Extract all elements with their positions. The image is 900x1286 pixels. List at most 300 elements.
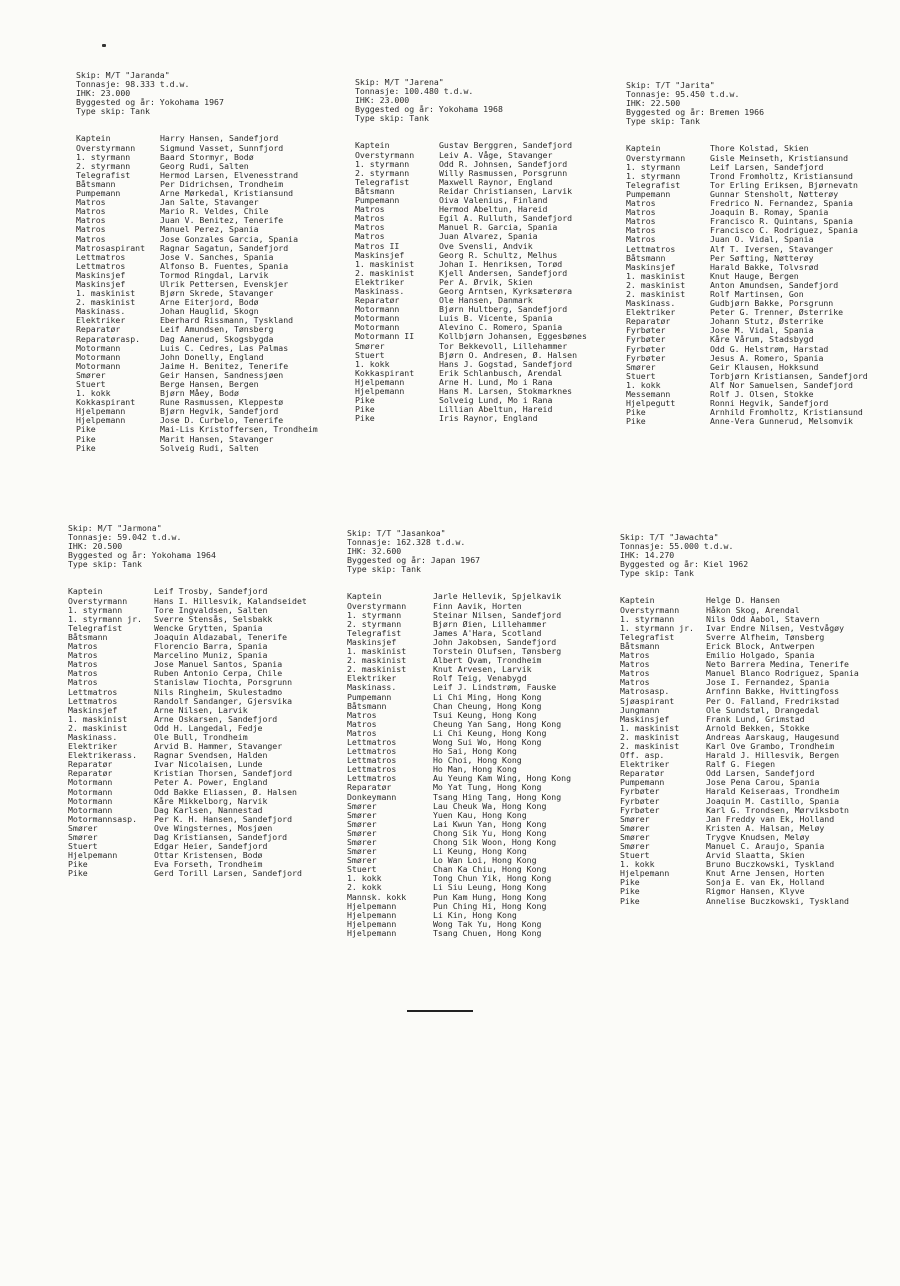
crew-name: Juan O. Vidal, Spania xyxy=(710,234,814,245)
ship-tonnage: Tonnasje: 162.328 t.d.w. xyxy=(347,537,466,548)
ship-header xyxy=(76,71,318,116)
crew-role: Overstyrmann xyxy=(626,152,686,163)
crew-role: Fyrbøter xyxy=(626,325,666,336)
crew-role: Kokkaspirant xyxy=(355,367,415,378)
crew-role: Pumpemann xyxy=(355,195,400,206)
crew-role: Smører xyxy=(347,818,377,829)
crew-role: 2. maskinist xyxy=(620,731,680,742)
crew-name: Mario R. Veldes, Chile xyxy=(160,206,269,217)
crew-role: Telegrafist xyxy=(355,176,410,187)
crew-role: Telegrafist xyxy=(347,627,402,638)
crew-role: Stuert xyxy=(76,379,106,389)
crew-role: Smører xyxy=(347,827,377,838)
crew-role: Smører xyxy=(620,841,650,851)
crew-role: Pike xyxy=(620,877,640,888)
crew-list xyxy=(76,134,318,452)
crew-roles-column xyxy=(620,596,706,905)
crew-name: Francisco C. Rodriguez, Spania xyxy=(710,225,858,236)
crew-role: Motormann xyxy=(355,313,400,324)
crew-roles-column xyxy=(355,141,439,423)
crew-role: Lettmatros xyxy=(68,686,118,697)
crew-name: Tsang Chuen, Hong Kong xyxy=(433,927,542,938)
crew-name: Per K. H. Hansen, Sandefjord xyxy=(154,813,293,824)
crew-name: Nils Ringheim, Skulestadmo xyxy=(154,686,283,697)
ship-ihk: IHK: 32.600 xyxy=(347,546,402,557)
crew-name: Ralf G. Fiegen xyxy=(706,759,776,770)
crew-role: Lettmatros xyxy=(347,764,397,775)
crew-name: Kjell Andersen, Sandefjord xyxy=(439,267,568,278)
crew-name: Bjørn Måey, Bodø xyxy=(160,388,239,399)
crew-role: Reparatør xyxy=(76,324,121,335)
crew-name: Leif J. Lindstrøm, Fauske xyxy=(433,682,557,693)
crew-name: Eva Forseth, Trondheim xyxy=(154,859,263,870)
ship-ihk: IHK: 20.500 xyxy=(68,541,123,552)
crew-name: Eberhard Rissmann, Tyskland xyxy=(160,315,294,326)
ship-name: Skip: T/T "Jasankoa" xyxy=(347,528,446,538)
crew-name: James A'Hara, Scotland xyxy=(433,627,542,638)
crew-role: Fyrbøter xyxy=(626,352,666,363)
crew-role: Telegrafist xyxy=(626,179,681,190)
crew-role: Maskinsjef xyxy=(68,704,118,715)
crew-role: Kaptein xyxy=(626,143,661,154)
ship-tonnage: Tonnasje: 59.042 t.d.w. xyxy=(68,532,182,543)
crew-name: Leiv A. Våge, Stavanger xyxy=(439,149,553,160)
crew-role: Jungmann xyxy=(620,704,660,715)
crew-role: Donkeymann xyxy=(347,791,397,802)
crew-role: Motormann xyxy=(68,786,113,797)
crew-name: Lai Kwun Yan, Hong Kong xyxy=(433,818,547,829)
crew-role: Pumpemann xyxy=(347,691,392,702)
crew-role: Kaptein xyxy=(355,140,390,151)
crew-role: Smører xyxy=(347,837,377,847)
crew-name: Luis B. Vicente, Spania xyxy=(439,313,553,324)
crew-role: Maskinass. xyxy=(76,306,126,317)
crew-name: Manuel Perez, Spania xyxy=(160,224,259,235)
crew-name: Geir Hansen, Sandnessjøen xyxy=(160,369,284,380)
crew-name: Ivar Nicolaisen, Lunde xyxy=(154,759,263,770)
crew-name: Trond Fromholtz, Kristiansund xyxy=(710,170,853,181)
crew-name: Florencio Barra, Spania xyxy=(154,641,268,652)
crew-role: Pumpemann xyxy=(76,188,121,199)
crew-role: Reparatør xyxy=(626,316,671,327)
crew-name: Wong Tak Yu, Hong Kong xyxy=(433,918,542,929)
crew-name: Arvid B. Hammer, Stavanger xyxy=(154,741,283,752)
crew-name: Pun Kam Hung, Hong Kong xyxy=(433,891,547,902)
crew-role: Telegrafist xyxy=(68,622,123,633)
crew-name: Joaquin M. Castillo, Spania xyxy=(706,795,840,806)
crew-name: Tsang Hing Tang, Hong Kong xyxy=(433,791,562,802)
crew-name: Harald J. Hillesvik, Bergen xyxy=(706,750,840,761)
crew-name: Sverre Stensås, Selsbakk xyxy=(154,613,273,624)
ship-ihk: IHK: 23.000 xyxy=(76,88,131,99)
crew-name: Odd H. Langedal, Fedje xyxy=(154,722,263,733)
crew-name: Arne H. Lund, Mo i Rana xyxy=(439,376,553,387)
crew-name: Lau Cheuk Wa, Hong Kong xyxy=(433,800,547,811)
crew-role: Maskinsjef xyxy=(76,278,126,289)
crew-name: Ho Choi, Hong Kong xyxy=(433,755,522,766)
crew-role: Elektriker xyxy=(355,276,405,287)
ship-type: Type skip: Tank xyxy=(355,113,429,124)
crew-name: Stanislaw Tiochta, Porsgrunn xyxy=(154,677,293,688)
crew-role: Smører xyxy=(620,822,650,833)
crew-name: Johan Hauglid, Skogn xyxy=(160,306,259,317)
crew-role: 1. maskinist xyxy=(626,270,686,281)
crew-role: Fyrbøter xyxy=(620,786,660,797)
crew-role: Pike xyxy=(626,407,646,418)
crew-role: Matros xyxy=(68,641,98,652)
crew-role: Matros xyxy=(626,198,656,209)
crew-role: Båtsmann xyxy=(347,700,387,711)
crew-role: Lettmatros xyxy=(347,755,397,766)
crew-role: Motormann xyxy=(76,351,121,362)
crew-name: Manuel R. Garcia, Spania xyxy=(439,222,558,233)
crew-name: Ivar Endre Nilsen, Vestvågøy xyxy=(706,622,845,633)
ship-built: Byggested og år: Yokohama 1967 xyxy=(76,97,224,108)
crew-role: Maskinsjef xyxy=(355,249,405,260)
crew-role: Lettmatros xyxy=(68,695,118,706)
crew-name: Håkon Skog, Arendal xyxy=(706,604,800,615)
crew-name: Torbjørn Kristiansen, Sandefjord xyxy=(710,370,868,381)
crew-role: Matros xyxy=(347,727,377,738)
crew-role: 2. maskinist xyxy=(620,740,680,751)
crew-role: Lettmatros xyxy=(76,251,126,262)
crew-name: Arnhild Fromholtz, Kristiansund xyxy=(710,407,863,418)
crew-role: Hjelpemann xyxy=(68,850,118,861)
crew-role: Kaptein xyxy=(347,591,382,602)
crew-role: Pike xyxy=(68,868,88,879)
crew-name: Wencke Grytten, Spania xyxy=(154,622,263,633)
crew-name: Alf Nor Samuelsen, Sandefjord xyxy=(710,379,853,390)
crew-name: Bjørn Skrede, Stavanger xyxy=(160,288,274,299)
crew-name: Alfonso B. Fuentes, Spania xyxy=(160,260,289,271)
crew-role: 1. styrmann xyxy=(355,158,410,169)
crew-name: Odd G. Helstrøm, Harstad xyxy=(710,343,829,354)
crew-name: Jose V. Sanches, Spania xyxy=(160,251,274,262)
crew-name: Rigmor Hansen, Klyve xyxy=(706,886,805,897)
crew-role: Matros xyxy=(355,204,385,215)
crew-name: Solveig Rudi, Salten xyxy=(160,442,259,453)
crew-role: Lettmatros xyxy=(76,260,126,271)
crew-role: Smører xyxy=(68,832,98,842)
crew-name: Ole Sundstøl, Drangedal xyxy=(706,704,820,715)
crew-name: Gudbjørn Bakke, Porsgrunn xyxy=(710,298,834,309)
ship-built: Byggested og år: Yokohama 1964 xyxy=(68,550,216,561)
crew-name: Harald Bakke, Tolvsrød xyxy=(710,261,819,272)
crew-role: Matros II xyxy=(355,240,400,251)
crew-role: Matros xyxy=(68,659,98,670)
ship-block-jawachta xyxy=(620,533,859,906)
crew-role: Matros xyxy=(355,222,385,233)
crew-name: Bjørn Hegvik, Sandefjord xyxy=(160,406,279,417)
crew-role: Pike xyxy=(355,404,375,415)
crew-name: Gustav Berggren, Sandefjord xyxy=(439,140,573,151)
crew-role: Smører xyxy=(68,822,98,833)
crew-names-column xyxy=(433,592,571,938)
crew-role: 2. maskinist xyxy=(76,297,136,308)
crew-name: Harald Keiseraas, Trondheim xyxy=(706,786,840,797)
crew-name: Arne Nilsen, Larvik xyxy=(154,704,248,715)
crew-role: Kokkaspirant xyxy=(76,397,136,408)
crew-role: Smører xyxy=(355,340,385,351)
crew-name: Jose I. Fernandez, Spania xyxy=(706,677,830,688)
crew-name: Randolf Sandanger, Gjersvika xyxy=(154,695,293,706)
crew-name: Geir Klausen, Hokksund xyxy=(710,361,819,372)
crew-name: Ronni Hegvik, Sandefjord xyxy=(710,398,829,409)
ship-built: Byggested og år: Bremen 1966 xyxy=(626,107,765,118)
ship-type: Type skip: Tank xyxy=(347,564,421,575)
crew-role: 1. maskinist xyxy=(76,288,136,299)
crew-name: Tore Ingvaldsen, Salten xyxy=(154,604,268,615)
ship-tonnage: Tonnasje: 100.480 t.d.w. xyxy=(355,86,474,97)
crew-role: 1. maskinist xyxy=(620,722,680,733)
crew-name: Arnfinn Bakke, Hvittingfoss xyxy=(706,686,840,697)
crew-names-column xyxy=(439,141,587,423)
crew-name: Knut Hauge, Bergen xyxy=(710,270,799,281)
crew-name: Tor Bekkevoll, Lillehammer xyxy=(439,340,568,351)
crew-role: Maskinass. xyxy=(626,298,676,309)
crew-name: Ole Hansen, Danmark xyxy=(439,295,533,306)
ship-block-jarita xyxy=(626,81,868,426)
crew-role: Motormann xyxy=(76,342,121,353)
ship-block-jarmona xyxy=(68,524,307,878)
crew-role: Overstyrmann xyxy=(76,142,136,153)
crew-role: Matros xyxy=(620,659,650,670)
ship-name: Skip: M/T "Jaranda" xyxy=(76,70,170,80)
crew-role: Motormann II xyxy=(355,331,415,342)
crew-name: Leif Trosby, Sandefjord xyxy=(154,586,268,597)
crew-role: Pumpemann xyxy=(626,188,671,199)
crew-name: Oiva Valenius, Finland xyxy=(439,195,548,206)
crew-name: Johan I. Henriksen, Torød xyxy=(439,258,563,269)
crew-role: Kaptein xyxy=(68,586,103,597)
crew-name: Leif Amundsen, Tønsberg xyxy=(160,324,274,335)
crew-name: Li Siu Leung, Hong Kong xyxy=(433,882,547,893)
crew-list xyxy=(355,141,587,423)
crew-role: Hjelpemann xyxy=(355,376,405,387)
crew-name: Arne Mørkedal, Kristiansund xyxy=(160,188,294,199)
crew-name: Marcelino Muniz, Spania xyxy=(154,650,268,661)
crew-name: Per Didrichsen, Trondheim xyxy=(160,178,284,189)
crew-role: Pike xyxy=(76,424,96,435)
crew-name: Peter A. Power, England xyxy=(154,777,268,788)
ship-tonnage: Tonnasje: 55.000 t.d.w. xyxy=(620,541,734,552)
crew-role: Pike xyxy=(355,413,375,424)
crew-name: Bruno Buczkowski, Tyskland xyxy=(706,859,835,870)
crew-roles-column xyxy=(347,592,433,938)
crew-role: Fyrbøter xyxy=(626,334,666,345)
crew-role: Hjelpemann xyxy=(355,386,405,396)
crew-name: Juan V. Benitez, Tenerife xyxy=(160,215,284,226)
ship-name: Skip: M/T "Jarmona" xyxy=(68,523,162,533)
crew-name: Emilio Holgado, Spania xyxy=(706,650,815,661)
crew-name: Arne Oskarsen, Sandefjord xyxy=(154,713,278,724)
crew-name: Anne-Vera Gunnerud, Melsomvik xyxy=(710,416,853,427)
crew-name: Luis C. Cedres, Las Palmas xyxy=(160,342,289,353)
ship-ihk: IHK: 14.270 xyxy=(620,550,675,561)
crew-name: Gisle Meinseth, Kristiansund xyxy=(710,152,849,163)
crew-name: Yuen Kau, Hong Kong xyxy=(433,809,527,820)
ship-name: Skip: T/T "Jarita" xyxy=(626,80,715,90)
crew-role: Maskinsjef xyxy=(76,269,126,280)
crew-name: Ho Man, Hong Kong xyxy=(433,764,517,775)
crew-name: Georg Rudi, Salten xyxy=(160,160,249,171)
crew-role: Mannsk. kokk xyxy=(347,891,407,902)
crew-role: Reparatør xyxy=(355,295,400,306)
crew-name: Kristian Thorsen, Sandefjord xyxy=(154,768,293,779)
crew-role: Matros xyxy=(626,207,656,218)
crew-role: Matros xyxy=(76,233,106,244)
crew-role: Matros xyxy=(76,215,106,226)
crew-role: 2. kokk xyxy=(347,882,382,893)
crew-role: Motormann xyxy=(68,777,113,788)
crew-name: Ove Svensli, Andvik xyxy=(439,240,533,251)
crew-name: Au Yeung Kam Wing, Hong Kong xyxy=(433,773,572,784)
crew-name: Fredrico N. Fernandez, Spania xyxy=(710,198,853,209)
crew-role: 1. kokk xyxy=(347,873,382,884)
crew-role: Stuert xyxy=(620,850,650,861)
crew-name: Dag Kristiansen, Sandefjord xyxy=(154,832,288,842)
crew-name: Alevino C. Romero, Spania xyxy=(439,322,563,333)
crew-role: 2. styrmann xyxy=(355,167,410,178)
ship-block-jaranda xyxy=(76,71,318,453)
crew-role: 1. maskinist xyxy=(68,713,128,724)
ship-built: Byggested og år: Kiel 1962 xyxy=(620,559,749,570)
crew-name: Baard Stormyr, Bodø xyxy=(160,151,254,162)
crew-name: Sverre Alfheim, Tønsberg xyxy=(706,631,825,642)
crew-role: Pike xyxy=(76,433,96,444)
crew-name: Gerd Torill Larsen, Sandefjord xyxy=(154,868,302,879)
crew-name: Tsui Keung, Hong Kong xyxy=(433,709,537,720)
crew-name: Li Chi Ming, Hong Kong xyxy=(433,691,542,702)
crew-role: 2. maskinist xyxy=(347,664,407,675)
crew-role: Reparatør xyxy=(68,768,113,779)
crew-role: Smører xyxy=(347,846,377,857)
crew-name: Wong Sui Wo, Hong Kong xyxy=(433,736,542,747)
crew-role: Båtsmann xyxy=(76,178,116,189)
crew-name: Gunnar Stensholt, Nøtterøy xyxy=(710,188,839,199)
crew-name: Marit Hansen, Stavanger xyxy=(160,433,274,444)
crew-role: Hjelpegutt xyxy=(626,398,676,409)
crew-name: Rune Rasmussen, Kleppestø xyxy=(160,397,284,408)
crew-role: Matros xyxy=(68,650,98,661)
crew-role: Fyrbøter xyxy=(620,804,660,815)
crew-role: Smører xyxy=(620,813,650,824)
crew-names-column xyxy=(154,587,307,878)
crew-role: Elektriker xyxy=(626,307,676,318)
crew-role: 2. maskinist xyxy=(626,279,686,290)
crew-name: Bjørn Øien, Lillehammer xyxy=(433,618,547,629)
crew-role: Messemann xyxy=(626,389,671,399)
crew-role: Elektriker xyxy=(76,315,126,326)
crew-role: Fyrbøter xyxy=(626,343,666,354)
crew-name: Joaquin B. Romay, Spania xyxy=(710,207,829,218)
ship-block-jarena xyxy=(355,78,587,423)
crew-role: 1. maskinist xyxy=(355,258,415,269)
crew-role: 1. styrmann xyxy=(626,170,681,181)
ship-type: Type skip: Tank xyxy=(76,106,150,117)
crew-roles-column xyxy=(76,134,160,452)
crew-role: Motormann xyxy=(76,360,121,371)
crew-name: Per A. Ørvik, Skien xyxy=(439,276,533,287)
crew-roles-column xyxy=(626,144,710,426)
crew-name: Thore Kolstad, Skien xyxy=(710,143,809,154)
crew-name: Berge Hansen, Bergen xyxy=(160,379,259,389)
crew-name: Hans J. Gogstad, Sandefjord xyxy=(439,358,573,369)
crew-name: Andreas Aarskaug, Haugesund xyxy=(706,731,840,742)
crew-name: Harry Hansen, Sandefjord xyxy=(160,133,279,144)
crew-role: Stuert xyxy=(355,349,385,360)
crew-role: Motormann xyxy=(355,304,400,315)
crew-role: Motormannsasp. xyxy=(68,813,138,824)
crew-name: Odd Larsen, Sandefjord xyxy=(706,768,815,779)
crew-name: Georg Arntsen, Kyrksæterøra xyxy=(439,285,573,296)
crew-name: Mo Yat Tung, Hong Kong xyxy=(433,782,542,793)
crew-role: Matros xyxy=(347,709,377,720)
crew-role: Matros xyxy=(620,668,650,679)
crew-name: Rolf J. Olsen, Stokke xyxy=(710,389,814,399)
crew-list xyxy=(626,144,868,426)
crew-role: Pike xyxy=(68,859,88,870)
crew-role: 1. styrmann xyxy=(626,161,681,172)
crew-name: Sonja E. van Ek, Holland xyxy=(706,877,825,888)
crew-name: Bjørn O. Andresen, Ø. Halsen xyxy=(439,349,578,360)
crew-name: Leif Larsen, Sandefjord xyxy=(710,161,824,172)
crew-role: Båtsmann xyxy=(620,640,660,651)
crew-name: Jose Manuel Santos, Spania xyxy=(154,659,283,670)
crew-role: 2. styrmann xyxy=(347,618,402,629)
crew-role: 1. kokk xyxy=(355,358,390,369)
crew-role: Maskinass. xyxy=(347,682,397,693)
crew-role: Pumpemann xyxy=(620,777,665,788)
ship-header xyxy=(68,524,307,569)
crew-role: Sjøaspirant xyxy=(620,695,675,706)
crew-name: Odd Bakke Eliassen, Ø. Halsen xyxy=(154,786,297,797)
crew-name: Steinar Nilsen, Sandefjord xyxy=(433,609,562,620)
crew-role: 1. kokk xyxy=(76,388,111,399)
crew-role: Stuert xyxy=(68,841,98,852)
ship-type: Type skip: Tank xyxy=(620,568,694,579)
crew-role: Matros xyxy=(76,206,106,217)
ship-type: Type skip: Tank xyxy=(626,116,700,127)
crew-role: Lettmatros xyxy=(347,736,397,747)
ship-built: Byggested og år: Yokohama 1968 xyxy=(355,104,503,115)
crew-name: Dag Karlsen, Nannestad xyxy=(154,804,263,815)
crew-role: Motormann xyxy=(355,322,400,333)
crew-role: Smører xyxy=(347,809,377,820)
crew-name: Ragnar Sagatun, Sandefjord xyxy=(160,242,289,253)
crew-role: Pike xyxy=(626,416,646,427)
crew-names-column xyxy=(710,144,868,426)
crew-role: Hjelpemann xyxy=(347,918,397,929)
ship-name: Skip: T/T "Jawachta" xyxy=(620,532,719,542)
crew-role: Overstyrmann xyxy=(347,600,407,611)
crew-name: Chan Cheung, Hong Kong xyxy=(433,700,542,711)
crew-name: Jose Pena Carou, Spania xyxy=(706,777,820,788)
crew-name: Erick Block, Antwerpen xyxy=(706,640,815,651)
crew-name: Erik Schlanbusch, Arendal xyxy=(439,367,563,378)
crew-name: Chong Sik Woon, Hong Kong xyxy=(433,837,557,847)
crew-names-column xyxy=(160,134,318,452)
crew-name: Li Chi Keung, Hong Kong xyxy=(433,727,547,738)
crew-name: Tong Chun Yik, Hong Kong xyxy=(433,873,552,884)
crew-role: Elektrikerass. xyxy=(68,750,138,761)
crew-name: Finn Aavik, Horten xyxy=(433,600,522,611)
crew-role: Smører xyxy=(347,800,377,811)
crew-name: Annelise Buczkowski, Tyskland xyxy=(706,895,849,906)
crew-role: Telegrafist xyxy=(76,169,131,180)
crew-name: Nils Odd Aabol, Stavern xyxy=(706,613,820,624)
crew-name: Johann Stutz, Østerrike xyxy=(710,316,824,327)
